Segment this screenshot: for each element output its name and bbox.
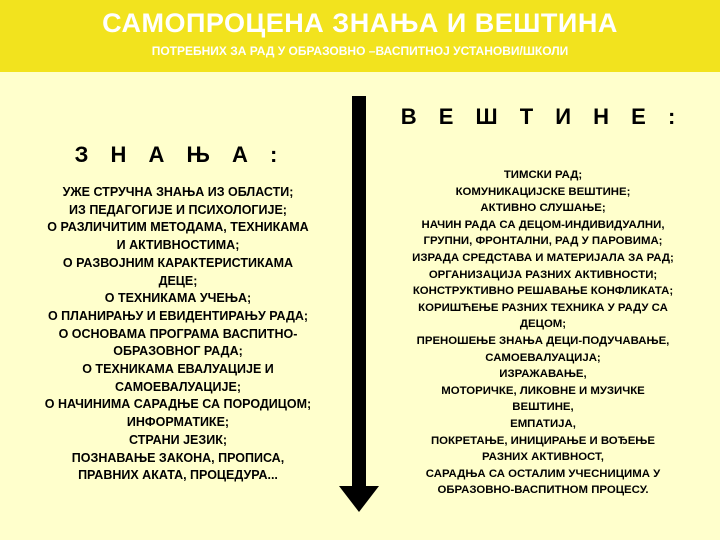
list-item: АКТИВНО СЛУШАЊЕ; (480, 202, 606, 215)
list-item: ИЗ ПЕДАГОГИЈЕ И ПСИХОЛОГИЈЕ; (69, 202, 287, 217)
list-item: МОТОРИЧКЕ, ЛИКОВНЕ И МУЗИЧКЕ (441, 384, 645, 397)
list-item: ПРЕНОШЕЊЕ ЗНАЊА ДЕЦИ-ПОДУЧАВАЊЕ, (416, 334, 670, 347)
list-item: ПРАВНИХ АКАТА, ПРОЦЕДУРА... (78, 468, 278, 483)
list-item: ИЗРАЖАВАЊЕ, (499, 368, 587, 381)
list-item: СТРАНИ ЈЕЗИК; (129, 432, 227, 447)
list-item: ГРУПНИ, ФРОНТАЛНИ, РАД У ПАРОВИМА; (423, 235, 663, 248)
list-item: О НАЧИНИМА САРАДЊЕ СА ПОРОДИЦОМ; (44, 397, 312, 412)
list-item: КОМУНИКАЦИЈСКЕ ВЕШТИНЕ; (455, 185, 631, 198)
page-subtitle: ПОТРЕБНИХ ЗА РАД У ОБРАЗОВНО –ВАСПИТНОЈ УСТАНОВИ/ШКОЛИ (151, 44, 569, 58)
list-item: ОБРАЗОВНО-ВАСПИТНОМ ПРОЦЕСУ. (437, 484, 649, 497)
list-item: КОРИШЋЕЊЕ РАЗНИХ ТЕХНИКА У РАДУ СА (418, 301, 668, 314)
list-item: САМОЕВАЛУАЦИЈА; (485, 351, 601, 364)
list-item: ЕМПАТИЈА, (510, 417, 576, 430)
list-item: ПОЗНАВАЊЕ ЗАКОНА, ПРОПИСА, (71, 450, 285, 465)
list-item: ТИМСКИ РАД; (503, 169, 583, 181)
list-item: ДЕЦОМ; (519, 318, 567, 331)
list-item: ИНФОРМАТИКЕ; (126, 415, 230, 430)
list-item: О РАЗВОЈНИМ КАРАКТЕРИСТИКАМА (62, 255, 294, 270)
list-item: ПОКРЕТАЊЕ, ИНИЦИРАЊЕ И ВОЂЕЊЕ (430, 434, 656, 447)
list-item: О ОСНОВАМА ПРОГРАМА ВАСПИТНО- (58, 326, 298, 341)
list-item: И АКТИВНОСТИМА; (116, 238, 240, 253)
skills-list (368, 167, 718, 499)
list-item: ИЗРАДА СРЕДСТАВА И МАТЕРИЈАЛА ЗА РАД; (412, 251, 674, 264)
list-item: САМОЕВАЛУАЦИЈЕ; (114, 379, 241, 394)
list-item: ОБРАЗОВНОГ РАДА; (113, 344, 243, 359)
list-item: ВЕШТИНЕ, (512, 401, 574, 414)
list-item: ОРГАНИЗАЦИЈА РАЗНИХ АКТИВНОСТИ; (428, 268, 658, 281)
arrow-shaft (352, 96, 366, 490)
list-item: О ТЕХНИКАМА УЧЕЊА; (104, 291, 252, 306)
list-item: КОНСТРУКТИВНО РЕШАВАЊЕ КОНФЛИКАТА; (412, 285, 674, 298)
list-item: УЖЕ СТРУЧНА ЗНАЊА ИЗ ОБЛАСТИ; (62, 185, 294, 199)
skills-heading: В Е Ш Т И Н Е : (400, 104, 684, 129)
list-item: ДЕЦЕ; (158, 273, 198, 288)
list-item: САРАДЊА СА ОСТАЛИМ УЧЕСНИЦИМА У (425, 467, 661, 480)
knowledge-heading: З Н А Њ А : (74, 142, 286, 167)
page-title: САМОПРОЦЕНА ЗНАЊА И ВЕШТИНА (102, 8, 618, 38)
list-item: НАЧИН РАДА СА ДЕЦОМ-ИНДИВИДУАЛНИ, (421, 218, 665, 231)
list-item: О ПЛАНИРАЊУ И ЕВИДЕНТИРАЊУ РАДА; (47, 308, 309, 323)
list-item: РАЗНИХ АКТИВНОСТ, (482, 451, 604, 464)
list-item: О РАЗЛИЧИТИМ МЕТОДАМА, ТЕХНИКАМА (47, 220, 309, 235)
list-item: О ТЕХНИКАМА ЕВАЛУАЦИЈЕ И (82, 362, 274, 377)
